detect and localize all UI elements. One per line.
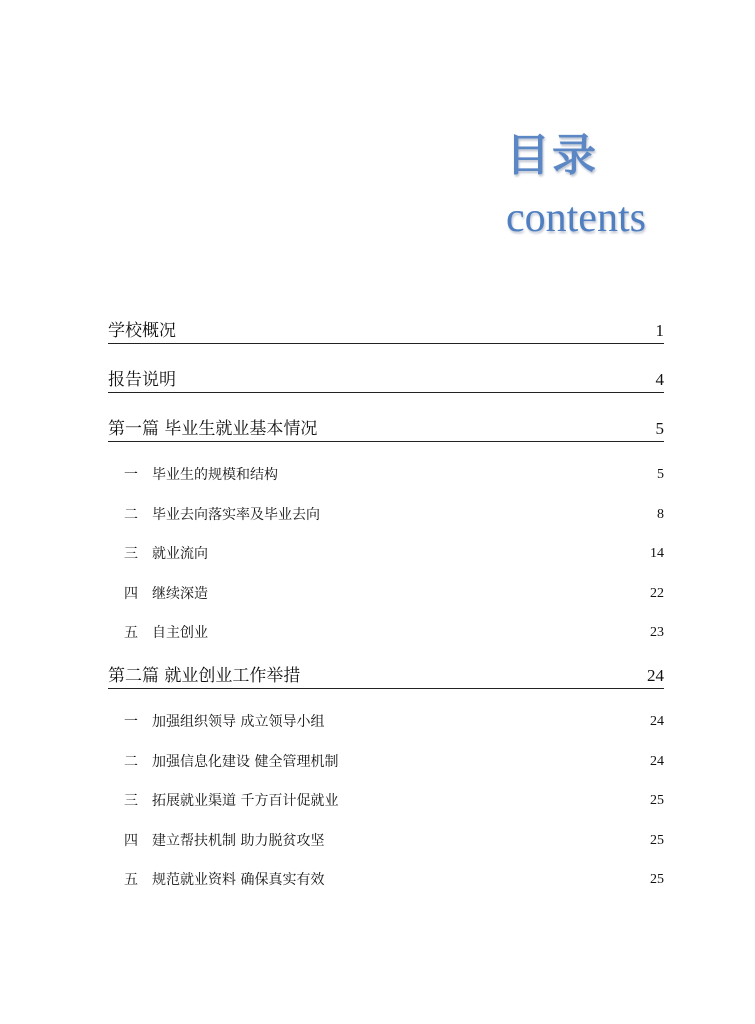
toc-entry-label: 第一篇 毕业生就业基本情况 — [108, 419, 318, 439]
toc-subentry-number: 四 — [124, 586, 138, 602]
toc-subentry-number: 二 — [124, 754, 138, 770]
toc-subentry[interactable] — [124, 712, 664, 732]
toc-subentry[interactable] — [124, 465, 664, 485]
toc-subentry-number: 五 — [124, 872, 138, 888]
toc-subentry-label: 拓展就业渠道 千方百计促就业 — [152, 793, 339, 809]
toc-subentry-number: 一 — [124, 467, 138, 483]
toc-subentry[interactable] — [124, 505, 664, 525]
title-english: contents — [506, 195, 646, 241]
toc-entry-page: 24 — [647, 666, 664, 685]
toc-subentry-page: 24 — [650, 714, 664, 729]
toc-subentry-label: 加强信息化建设 健全管理机制 — [152, 754, 339, 770]
title-block — [500, 128, 720, 248]
toc-subentry-page: 8 — [657, 507, 664, 522]
toc-subentry[interactable] — [124, 870, 664, 890]
toc-subentry-number: 一 — [124, 714, 138, 730]
toc-entry-page: 4 — [655, 370, 664, 389]
toc-subentry-number: 三 — [124, 793, 138, 809]
toc-subentry-label: 继续深造 — [152, 586, 208, 602]
toc-subentry-number: 三 — [124, 546, 138, 562]
toc-entry-part-two[interactable] — [108, 665, 664, 689]
title-chinese: 目录 — [506, 130, 598, 181]
toc-entry-school-overview[interactable] — [108, 320, 664, 344]
toc-subentry-label: 规范就业资料 确保真实有效 — [152, 872, 325, 888]
toc-entry-label: 学校概况 — [108, 321, 176, 341]
toc-subentry-page: 22 — [650, 586, 664, 601]
toc-entry-report-notes[interactable] — [108, 369, 664, 393]
toc-subentry-page: 14 — [650, 546, 664, 561]
toc-subentry[interactable] — [124, 791, 664, 811]
toc-subentry-page: 23 — [650, 625, 664, 640]
toc-subentry[interactable] — [124, 831, 664, 851]
toc-entry-label: 第二篇 就业创业工作举措 — [108, 666, 301, 686]
toc-subentry[interactable] — [124, 752, 664, 772]
toc-subentry-page: 5 — [657, 467, 664, 482]
toc-subentry[interactable] — [124, 623, 664, 643]
toc-subentry[interactable] — [124, 584, 664, 604]
toc-subentry-label: 自主创业 — [152, 625, 208, 641]
toc-subentry[interactable] — [124, 544, 664, 564]
toc-subentry-label: 建立帮扶机制 助力脱贫攻坚 — [152, 833, 325, 849]
toc-subentry-number: 四 — [124, 833, 138, 849]
toc-subentry-label: 就业流向 — [152, 546, 208, 562]
toc-subentry-label: 加强组织领导 成立领导小组 — [152, 714, 325, 730]
toc-subentry-page: 25 — [650, 872, 664, 887]
toc-entry-label: 报告说明 — [108, 370, 176, 390]
toc-subentry-number: 五 — [124, 625, 138, 641]
toc-subentry-page: 24 — [650, 754, 664, 769]
toc-subentry-label: 毕业生的规模和结构 — [152, 467, 278, 483]
toc-entry-page: 1 — [655, 321, 664, 340]
toc-entry-page: 5 — [655, 419, 664, 438]
toc-entry-part-one[interactable] — [108, 418, 664, 442]
toc-subentry-number: 二 — [124, 507, 138, 523]
toc-subentry-page: 25 — [650, 793, 664, 808]
toc-subentry-page: 25 — [650, 833, 664, 848]
toc-subentry-label: 毕业去向落实率及毕业去向 — [152, 507, 320, 523]
